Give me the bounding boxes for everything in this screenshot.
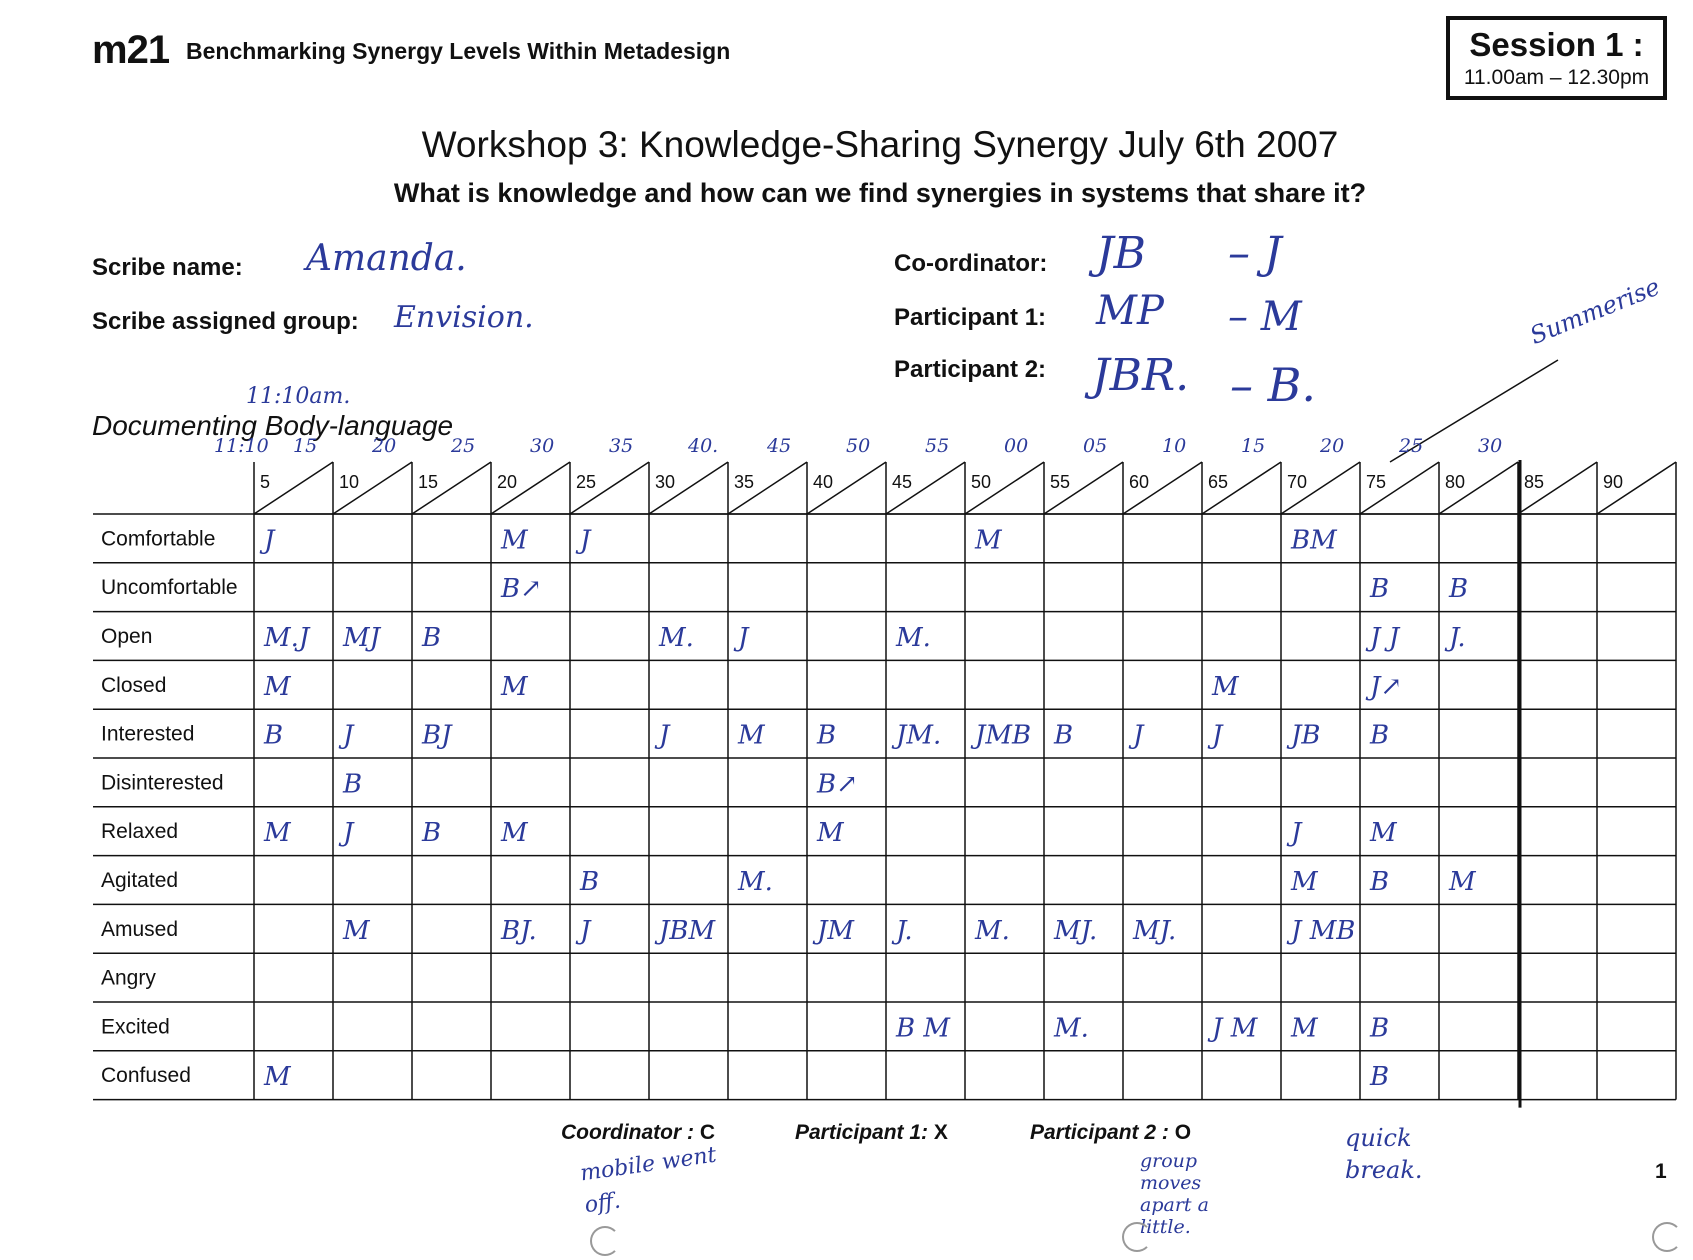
note-group: group moves apart a little.	[1140, 1150, 1209, 1238]
observation-mark: J	[264, 525, 275, 556]
scribe-name-label: Scribe name:	[92, 254, 243, 281]
legend-participant1-symbol: X	[933, 1121, 948, 1144]
column-label: 70	[1287, 472, 1308, 492]
observation-mark: M	[738, 720, 765, 751]
row-label: Agitated	[101, 869, 179, 892]
observation-mark: M	[975, 525, 1002, 556]
time-annotation: 50	[846, 435, 871, 457]
time-annotation: 40.	[688, 435, 719, 457]
session-time: 11.00am – 12.30pm	[1463, 66, 1650, 89]
column-label: 55	[1050, 472, 1071, 492]
observation-mark: M	[1291, 867, 1318, 897]
observation-mark: M	[1212, 671, 1239, 702]
column-label: 15	[418, 472, 439, 492]
observation-mark: B	[1370, 720, 1390, 751]
column-label: 80	[1445, 472, 1466, 492]
participant2-code: – B.	[1230, 358, 1317, 412]
observation-mark: JM.	[896, 720, 942, 751]
time-annotation: 30	[530, 435, 555, 457]
observation-mark: B↗	[817, 769, 858, 800]
note-mobile: mobile went off.	[578, 1142, 718, 1219]
observation-mark: M.	[659, 623, 694, 653]
observation-mark: J	[580, 915, 591, 946]
observation-mark: B	[1370, 1013, 1390, 1044]
time-annotation: 11:10	[214, 435, 269, 457]
row-label: Relaxed	[101, 820, 179, 844]
section-title: Documenting Body-language	[92, 410, 454, 441]
column-label: 10	[339, 472, 360, 492]
observation-mark: BM	[1291, 525, 1337, 556]
legend-participant2-label: Participant 2 :	[1030, 1121, 1169, 1144]
observation-mark: M	[1449, 867, 1476, 897]
observation-mark: B	[1370, 1062, 1390, 1093]
time-annotation: 20	[372, 435, 397, 457]
participant1-value: MP	[1096, 288, 1164, 334]
observation-mark: J	[343, 720, 354, 751]
observation-mark: BJ	[422, 720, 452, 751]
row-label: Closed	[101, 673, 167, 697]
row-label: Confused	[101, 1064, 191, 1088]
observation-mark: J MB	[1291, 915, 1356, 946]
punch-hole-mark	[1652, 1222, 1682, 1252]
punch-hole-mark	[1122, 1222, 1152, 1252]
coordinator-label: Co-ordinator:	[894, 250, 1048, 277]
coordinator-value: JB	[1096, 228, 1146, 279]
summary-note: Summerise	[1526, 272, 1664, 350]
participant1-code: – M	[1228, 294, 1302, 340]
observation-mark: M	[501, 818, 528, 849]
coordinator-code: – J	[1228, 228, 1282, 279]
legend-coordinator-label: Coordinator :	[561, 1121, 694, 1144]
observation-mark: M	[501, 671, 528, 702]
observation-mark: B	[580, 867, 600, 897]
column-label: 45	[892, 472, 913, 492]
time-annotation: 10	[1162, 435, 1187, 457]
observation-mark: J	[1212, 720, 1223, 751]
scribe-group-value: Envision.	[394, 300, 534, 335]
column-label: 50	[971, 472, 992, 492]
observation-mark: BJ.	[501, 915, 537, 946]
observation-mark: JMB	[975, 720, 1032, 751]
time-annotation: 25	[1399, 435, 1424, 457]
observation-mark: M	[264, 818, 291, 849]
session-label: Session 1 :	[1469, 26, 1644, 63]
legend-coordinator-symbol: C	[699, 1121, 715, 1144]
workshop-subtitle: What is knowledge and how can we find synergies in systems that share it?	[393, 178, 1367, 208]
start-time-note: 11:10am.	[246, 384, 351, 409]
column-label: 20	[497, 472, 518, 492]
observation-mark: J.	[896, 915, 913, 946]
observation-mark: B↗	[501, 574, 542, 605]
scribe-name-value: Amanda.	[306, 238, 467, 279]
legend-participant1-label: Participant 1:	[795, 1121, 929, 1144]
observation-mark: B M	[896, 1013, 950, 1044]
row-label: Open	[101, 625, 153, 648]
observation-mark: J	[1291, 818, 1302, 849]
punch-hole-mark	[590, 1226, 620, 1256]
observation-mark: J	[659, 720, 670, 751]
observation-mark: MJ.	[1054, 915, 1098, 946]
participant2-label: Participant 2:	[894, 356, 1047, 383]
time-annotation: 35	[609, 435, 634, 457]
time-annotation: 20	[1320, 435, 1345, 457]
observation-mark: M	[1370, 818, 1397, 849]
time-annotation: 25	[451, 435, 476, 457]
participant1-label: Participant 1:	[894, 304, 1047, 331]
observation-mark: B	[264, 720, 284, 751]
header-title: Benchmarking Synergy Levels Within Metadesign	[186, 38, 731, 64]
observation-mark: MJ	[343, 623, 381, 653]
column-label: 30	[655, 472, 676, 492]
time-annotation: 15	[293, 435, 318, 457]
participant2-value: JBR.	[1092, 350, 1190, 401]
workshop-title: Workshop 3: Knowledge-Sharing Synergy July 6th 2007	[421, 124, 1339, 165]
column-label: 60	[1129, 472, 1150, 492]
row-label: Amused	[101, 917, 179, 941]
observation-mark: M	[264, 1062, 291, 1093]
column-label: 65	[1208, 472, 1229, 492]
legend-participant2-symbol: O	[1174, 1121, 1192, 1144]
column-label: 90	[1603, 472, 1624, 492]
time-annotation: 15	[1241, 435, 1266, 457]
column-label: 35	[734, 472, 755, 492]
observation-mark: B	[1449, 574, 1469, 605]
observation-mark: B	[817, 720, 837, 751]
note-break: quick break.	[1345, 1124, 1423, 1184]
row-label: Uncomfortable	[101, 576, 238, 600]
observation-mark: J	[738, 623, 749, 653]
observation-mark: B	[422, 623, 442, 653]
column-label: 85	[1524, 472, 1545, 492]
row-label: Comfortable	[101, 527, 216, 551]
observation-mark: JM	[817, 915, 855, 946]
observation-mark: JB	[1291, 720, 1321, 751]
legend-coordinator	[561, 1121, 715, 1145]
observation-mark: JBM	[659, 915, 716, 946]
observation-mark: B	[1054, 720, 1074, 751]
row-label: Disinterested	[101, 771, 224, 795]
column-label: 40	[813, 472, 834, 492]
page-number: 1	[1655, 1160, 1667, 1183]
legend-participant1	[795, 1121, 948, 1145]
column-label: 5	[260, 472, 271, 492]
observation-mark: J	[1133, 720, 1144, 751]
observation-mark: B	[1370, 574, 1390, 605]
observation-mark: M.	[738, 867, 773, 897]
scribe-group-label: Scribe assigned group:	[92, 308, 359, 335]
column-label: 25	[576, 472, 597, 492]
observation-mark: J	[580, 525, 591, 556]
observation-mark: M.	[1054, 1013, 1089, 1044]
observation-mark: M	[343, 915, 370, 946]
time-annotation: 30	[1478, 435, 1503, 457]
observation-mark: J↗	[1370, 671, 1403, 702]
observation-mark: J M	[1212, 1013, 1258, 1044]
observation-mark: M	[501, 525, 528, 556]
observation-mark: B	[422, 818, 442, 849]
time-annotation: 05	[1083, 435, 1108, 457]
observation-mark: MJ.	[1133, 915, 1177, 946]
observation-mark: M.	[896, 623, 931, 653]
row-label: Interested	[101, 722, 195, 746]
observation-mark: B	[1370, 867, 1390, 897]
time-annotation: 45	[767, 435, 792, 457]
observation-mark: M.	[975, 915, 1010, 946]
column-label: 75	[1366, 472, 1387, 492]
observation-mark: J J	[1370, 623, 1400, 653]
legend-participant2	[1030, 1121, 1191, 1145]
time-annotation: 55	[925, 435, 950, 457]
observation-mark: J.	[1449, 623, 1466, 653]
row-label: Angry	[101, 966, 156, 990]
observation-mark: B	[343, 769, 363, 800]
logo: m21	[92, 28, 170, 72]
observation-mark: J	[343, 818, 354, 849]
time-annotation: 00	[1004, 435, 1029, 457]
row-label: Excited	[101, 1015, 170, 1039]
observation-mark: M	[817, 818, 844, 849]
observation-mark: M.J	[264, 623, 310, 653]
observation-mark: M	[264, 671, 291, 702]
observation-mark: M	[1291, 1013, 1318, 1044]
